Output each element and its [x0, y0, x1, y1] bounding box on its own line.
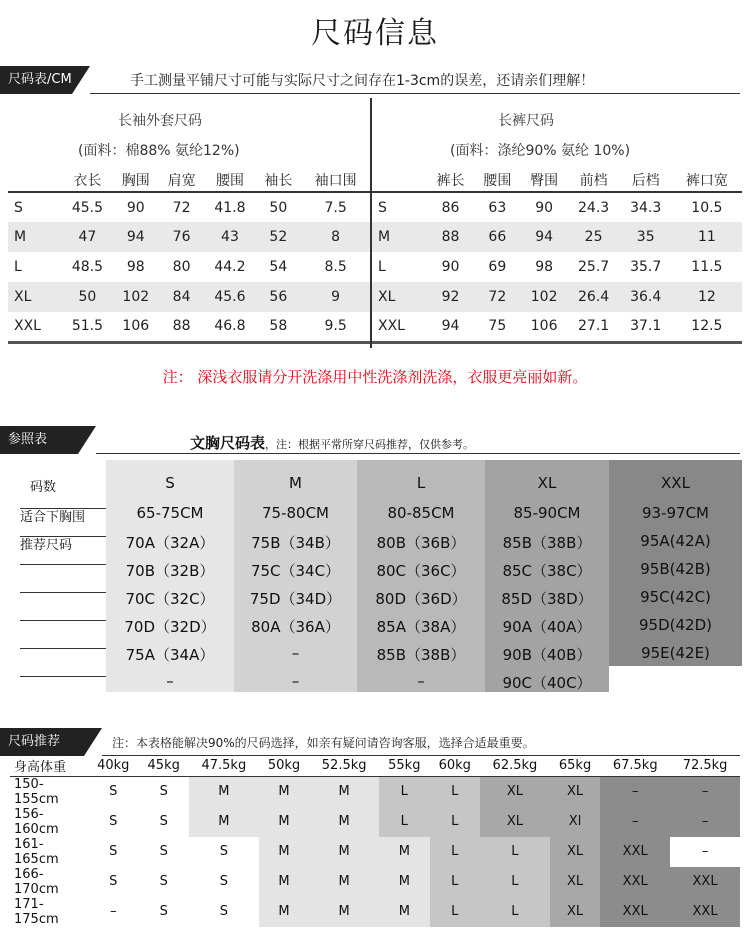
size-value: 94: [113, 222, 159, 252]
column-header: 衣长: [62, 168, 113, 192]
height-label: 150-155cm: [14, 776, 59, 807]
recommend-size: S: [189, 837, 259, 867]
column-header: 臀围: [521, 168, 568, 192]
size-label: S: [378, 199, 387, 216]
recommend-size: S: [88, 867, 138, 897]
section-bar-reference: [0, 426, 78, 454]
recommend-size: XXL: [670, 897, 740, 927]
size-value: 43: [204, 222, 255, 252]
size-value: 41.8: [214, 199, 246, 216]
size-value: 44.2: [214, 259, 246, 275]
bra-size: XXL: [661, 474, 690, 492]
column-header: 47.5kg: [189, 756, 259, 776]
size-value: 92: [427, 282, 474, 312]
bra-recommend: 70A（32A）: [125, 534, 215, 552]
size-value: 48.5: [71, 259, 103, 275]
column-header: 67.5kg: [600, 756, 670, 776]
recommend-size: –: [600, 807, 670, 837]
recommend-size: M: [309, 776, 379, 807]
size-value: 37.1: [620, 312, 672, 342]
size-value: 45.5: [71, 199, 103, 216]
size-value: 35.7: [630, 259, 662, 275]
pants-material: (面料：涤纶90% 氨纶 10%): [450, 143, 631, 159]
table-row: [10, 837, 740, 867]
recommend-size: L: [430, 776, 480, 807]
recommend-size: M: [379, 837, 429, 867]
column-header: 袖长: [255, 168, 301, 192]
section-bar-label: 参照表: [8, 432, 48, 447]
size-value: 36.4: [620, 282, 672, 312]
size-value: 98: [126, 259, 145, 275]
recommend-size: L: [480, 867, 550, 897]
size-value: 106: [113, 312, 159, 342]
size-value: 75: [474, 312, 521, 342]
bra-row-label: 码数: [30, 480, 57, 495]
bra-recommend: 85B（38B）: [502, 534, 592, 552]
pants-size-table: [372, 168, 742, 344]
table-row: [372, 282, 742, 312]
table-row: [8, 282, 370, 312]
column-header: 肩宽: [159, 168, 205, 192]
size-value: 69: [488, 259, 507, 275]
size-label: XXL: [372, 312, 427, 342]
recommend-size: L: [379, 807, 429, 837]
recommend-size: –: [670, 776, 740, 807]
size-value: 25.7: [578, 259, 610, 275]
bra-recommend: –: [291, 672, 300, 690]
bra-size: L: [416, 474, 426, 492]
recommend-size: –: [600, 776, 670, 807]
column-header: 腰围: [204, 168, 255, 192]
recommend-size: S: [189, 897, 259, 927]
height-label: 166-170cm: [14, 866, 59, 897]
section-bar-recommend: [0, 728, 84, 756]
bra-recommend: 70B（32B）: [125, 562, 215, 580]
bra-row-line: [20, 648, 106, 649]
bra-table-subtitle: ，注：根据平常所穿尺码推荐，仅供参考。: [265, 438, 475, 451]
size-value: 56: [255, 282, 301, 312]
recommend-size: S: [189, 867, 259, 897]
recommend-size: S: [138, 897, 188, 927]
size-value: 7.5: [324, 199, 347, 216]
size-value: 90: [535, 199, 554, 216]
table-row: [10, 867, 740, 897]
recommend-size: M: [259, 897, 309, 927]
size-label: M: [372, 222, 427, 252]
recommend-size: S: [88, 776, 138, 807]
wash-note: 注： 深浅衣服请分开洗涤用中性洗涤剂洗涤，衣服更亮丽如新。: [162, 368, 588, 386]
bra-recommend: 70D（32D）: [124, 618, 216, 636]
recommend-size: S: [138, 807, 188, 837]
bra-recommend: 95A(42A): [640, 532, 711, 550]
bra-row-line: [20, 564, 106, 565]
column-header: 裤长: [427, 168, 474, 192]
bra-recommend: 95D(42D): [639, 616, 712, 634]
bra-recommend: 90C（40C）: [502, 674, 592, 692]
bra-recommend: 80C（36C）: [376, 562, 466, 580]
size-value: 34.3: [630, 199, 662, 216]
recommend-size: M: [309, 867, 379, 897]
size-value: 98: [535, 259, 554, 275]
recommend-size: M: [309, 897, 379, 927]
table-row: [8, 192, 370, 222]
size-value: 10.5: [691, 199, 723, 216]
recommend-size: M: [259, 867, 309, 897]
size-value: 88: [427, 222, 474, 252]
bra-row-label: 推荐尺码: [20, 538, 73, 553]
bra-size: XL: [537, 474, 557, 492]
size-value: 35: [620, 222, 672, 252]
recommend-note: 注：本表格能解决90%的尺码选择，如亲有疑问请咨询客服，选择合适最重要。: [112, 736, 535, 750]
recommend-size: XL: [480, 776, 550, 807]
bra-recommend: –: [417, 672, 425, 690]
size-value: 80: [172, 259, 191, 275]
table-row: [10, 807, 740, 837]
column-header: 40kg: [88, 756, 138, 776]
table-row: [372, 192, 742, 222]
size-label: L: [378, 259, 386, 275]
size-value: 102: [113, 282, 159, 312]
recommend-size: –: [670, 807, 740, 837]
column-header: 腰围: [474, 168, 521, 192]
recommend-size: S: [88, 837, 138, 867]
recommend-size: XXL: [670, 867, 740, 897]
section-bar-label: 尺码表/CM: [8, 72, 72, 87]
measurement-note: 手工测量平铺尺寸可能与实际尺寸之间存在1-3cm的误差，还请亲们理解！: [130, 73, 595, 89]
column-header: 60kg: [430, 756, 480, 776]
size-label: XXL: [8, 312, 62, 342]
table-row: [8, 312, 370, 342]
size-label: S: [14, 199, 23, 216]
recommend-size: M: [189, 776, 259, 807]
jacket-material: (面料：棉88% 氨纶12%): [78, 143, 240, 159]
recommend-size: XL: [480, 807, 550, 837]
jacket-title: 长袖外套尺码: [118, 113, 202, 129]
size-value: 11.5: [691, 259, 723, 275]
bra-recommend: 95C(42C): [640, 588, 711, 606]
bra-underbust: 65-75CM: [136, 504, 204, 522]
size-value: 86: [441, 199, 460, 216]
recommend-size: M: [309, 837, 379, 867]
recommend-size: XL: [550, 776, 600, 807]
size-value: 84: [159, 282, 205, 312]
height-label: 161-165cm: [14, 836, 59, 867]
recommend-size: L: [430, 897, 480, 927]
column-header: 50kg: [259, 756, 309, 776]
column-header: 45kg: [138, 756, 188, 776]
bra-recommend: 85C（38C）: [502, 562, 592, 580]
section-bar-size-chart: [0, 66, 72, 94]
recommend-size: M: [189, 807, 259, 837]
table-row: [10, 776, 740, 807]
bra-row-label: 适合下胸围: [20, 510, 86, 525]
size-label: L: [14, 259, 22, 275]
bra-recommend: 75B（34B）: [251, 534, 340, 552]
recommend-size: M: [379, 867, 429, 897]
section-bar-label: 尺码推荐: [8, 734, 61, 749]
size-label: XL: [372, 282, 427, 312]
size-value: 106: [521, 312, 568, 342]
column-header: 72.5kg: [670, 756, 740, 776]
bra-row-line: [20, 620, 106, 621]
column-header: 身高体重: [10, 756, 88, 776]
recommend-size: –: [670, 837, 740, 867]
size-value: 51.5: [62, 312, 113, 342]
section-divider: [96, 453, 740, 454]
bra-row-line: [20, 676, 106, 677]
bra-recommend: 85B（38B）: [376, 646, 466, 664]
size-value: 52: [255, 222, 301, 252]
recommend-size: S: [138, 837, 188, 867]
size-value: 102: [521, 282, 568, 312]
table-header-row: [8, 168, 370, 192]
size-value: 66: [474, 222, 521, 252]
table-header-row: [372, 168, 742, 192]
size-value: 58: [255, 312, 301, 342]
size-value: 8: [301, 222, 370, 252]
bra-recommend: 70C（32C）: [125, 590, 215, 608]
bra-size-grid: [0, 460, 750, 692]
size-value: 76: [159, 222, 205, 252]
column-header: 52.5kg: [309, 756, 379, 776]
bra-row-line: [20, 536, 106, 537]
size-value: 50: [269, 199, 288, 216]
recommend-size: Xl: [550, 807, 600, 837]
bra-recommend: 80B（36B）: [376, 534, 466, 552]
jacket-size-table: [8, 168, 370, 344]
column-header: 前档: [568, 168, 620, 192]
column-header: [8, 168, 62, 192]
bra-recommend: –: [166, 672, 174, 690]
recommend-size: XL: [550, 837, 600, 867]
recommend-size: S: [138, 776, 188, 807]
size-value: 11: [672, 222, 742, 252]
bra-recommend: 75D（34D）: [249, 590, 342, 608]
page-title: 尺码信息: [311, 16, 439, 51]
size-value: 26.4: [568, 282, 620, 312]
recommend-size: L: [379, 776, 429, 807]
bra-recommend: 75C（34C）: [250, 562, 341, 580]
column-header: 裤口宽: [672, 168, 742, 192]
column-header: 62.5kg: [480, 756, 550, 776]
size-label: XL: [8, 282, 62, 312]
size-label: M: [8, 222, 62, 252]
size-value: 94: [427, 312, 474, 342]
size-value: 12.5: [672, 312, 742, 342]
bra-table-heading: [190, 432, 474, 453]
column-header: 袖口围: [301, 168, 370, 192]
size-value: 9: [301, 282, 370, 312]
bra-underbust: 75-80CM: [261, 504, 329, 522]
bra-underbust: 85-90CM: [513, 504, 581, 522]
table-header-row: [10, 756, 740, 776]
height-label: 156-160cm: [14, 806, 59, 837]
recommend-size: XXL: [600, 837, 670, 867]
pants-title: 长裤尺码: [498, 113, 554, 129]
bra-row-line: [20, 508, 106, 509]
size-value: 47: [62, 222, 113, 252]
size-value: 24.3: [578, 199, 610, 216]
size-value: 54: [269, 259, 288, 275]
size-value: 12: [672, 282, 742, 312]
size-value: 50: [62, 282, 113, 312]
bra-recommend: 90B（40B）: [502, 646, 592, 664]
column-header: 55kg: [379, 756, 429, 776]
recommend-size: L: [430, 867, 480, 897]
size-value: 46.8: [204, 312, 255, 342]
bra-row-line: [20, 592, 106, 593]
table-row: [372, 312, 742, 342]
recommend-size: XL: [550, 897, 600, 927]
size-value: 25: [568, 222, 620, 252]
recommend-size: XL: [550, 867, 600, 897]
bra-recommend: –: [291, 644, 300, 662]
recommend-size: L: [430, 807, 480, 837]
recommend-size: XXL: [600, 897, 670, 927]
column-header: 胸围: [113, 168, 159, 192]
bra-recommend: 95E(42E): [641, 644, 710, 662]
recommend-size: M: [259, 837, 309, 867]
size-value: 27.1: [568, 312, 620, 342]
bra-underbust: 80-85CM: [387, 504, 455, 522]
table-row: [10, 897, 740, 927]
bra-recommend: 90A（40A）: [502, 618, 592, 636]
bra-recommend: 80A（36A）: [251, 618, 340, 636]
size-value: 72: [172, 199, 191, 216]
column-header: 65kg: [550, 756, 600, 776]
size-value: 90: [441, 259, 460, 275]
bra-recommend: 75A（34A）: [125, 646, 215, 664]
recommend-size: L: [480, 897, 550, 927]
column-header: [372, 168, 427, 192]
column-header: 后档: [620, 168, 672, 192]
recommend-size: S: [138, 867, 188, 897]
table-row: [8, 252, 370, 282]
bra-recommend: 85D（38D）: [501, 590, 593, 608]
bra-size: M: [289, 474, 302, 492]
recommend-size: –: [88, 897, 138, 927]
table-row: [8, 222, 370, 252]
size-value: 90: [126, 199, 145, 216]
bra-table-title: 文胸尺码表: [190, 434, 266, 452]
recommend-size: M: [259, 776, 309, 807]
size-value: 8.5: [324, 259, 347, 275]
bra-recommend: 80D（36D）: [375, 590, 467, 608]
recommend-size: L: [430, 837, 480, 867]
size-value: 94: [521, 222, 568, 252]
size-value: 72: [474, 282, 521, 312]
bra-underbust: 93-97CM: [641, 504, 709, 522]
size-value: 9.5: [301, 312, 370, 342]
bra-size: S: [165, 474, 175, 492]
size-value: 45.6: [204, 282, 255, 312]
bra-recommend: 95B(42B): [640, 560, 711, 578]
recommend-size: XXL: [600, 867, 670, 897]
section-divider: [90, 93, 740, 94]
size-recommend-table: [10, 756, 740, 927]
table-row: [372, 222, 742, 252]
recommend-size: M: [259, 807, 309, 837]
recommend-size: L: [480, 837, 550, 867]
size-value: 88: [159, 312, 205, 342]
bra-recommend: 85A（38A）: [376, 618, 466, 636]
recommend-size: M: [379, 897, 429, 927]
recommend-size: M: [309, 807, 379, 837]
height-label: 171-175cm: [14, 896, 59, 927]
table-row: [372, 252, 742, 282]
recommend-size: S: [88, 807, 138, 837]
size-value: 63: [488, 199, 507, 216]
